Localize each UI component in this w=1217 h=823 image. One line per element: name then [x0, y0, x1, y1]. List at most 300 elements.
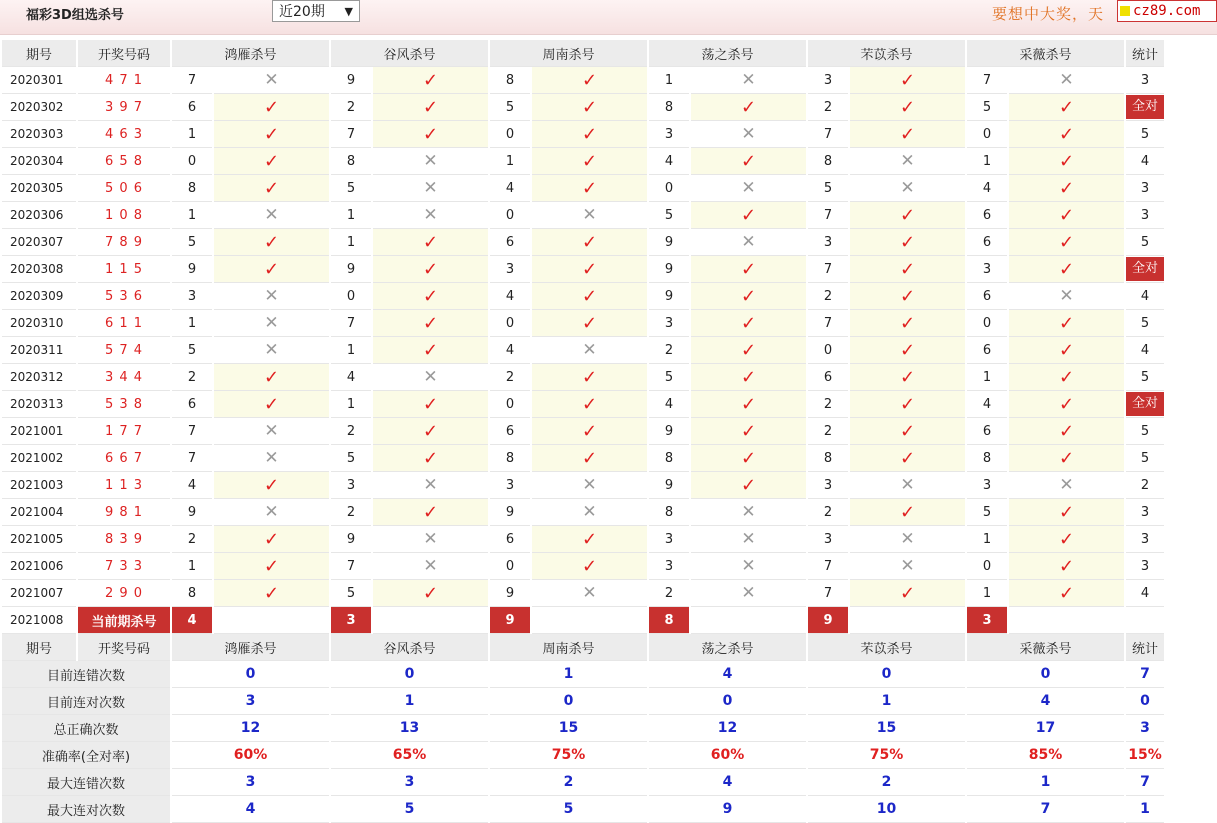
- result-cell: [850, 580, 965, 607]
- result-cell: [691, 364, 806, 391]
- check-icon: ✓: [1058, 555, 1075, 577]
- result-cell: [850, 148, 965, 175]
- result-cell: [850, 310, 965, 337]
- kill-number-cell: 8: [649, 94, 689, 121]
- result-cell: [850, 553, 965, 580]
- kill-number-cell: 0: [967, 553, 1007, 580]
- table-row: [2, 580, 1164, 607]
- result-cell: [214, 256, 329, 283]
- kill-number-cell: 4: [172, 472, 212, 499]
- check-icon: ✓: [899, 366, 916, 388]
- issue-cell: 2021007: [2, 580, 76, 607]
- header-stat: 统计: [1126, 40, 1164, 67]
- result-cell: [850, 391, 965, 418]
- summary-total: 7: [1126, 661, 1164, 688]
- check-icon: ✓: [581, 555, 598, 577]
- result-cell: [1009, 337, 1124, 364]
- cross-icon: ✕: [264, 502, 279, 522]
- table-header: [2, 40, 1164, 67]
- check-icon: ✓: [899, 69, 916, 91]
- result-cell: [373, 283, 488, 310]
- kill-number-cell: 4: [649, 148, 689, 175]
- summary-total: 7: [1126, 769, 1164, 796]
- kill-number-cell: 2: [649, 580, 689, 607]
- check-icon: ✓: [1058, 150, 1075, 172]
- result-cell: [532, 580, 647, 607]
- result-cell: [850, 526, 965, 553]
- kill-number-cell: 2: [331, 94, 371, 121]
- kill-number-cell: 1: [967, 526, 1007, 553]
- summary-row: [2, 688, 1164, 715]
- kill-number-cell: 3: [649, 121, 689, 148]
- result-cell: [850, 337, 965, 364]
- summary-row: [2, 742, 1164, 769]
- current-pick-1: 4: [172, 607, 212, 634]
- cross-icon: ✕: [264, 340, 279, 360]
- kill-number-cell: 3: [649, 310, 689, 337]
- header-expert-4: 荡之杀号: [649, 40, 806, 67]
- cross-icon: ✕: [423, 178, 438, 198]
- check-icon: ✓: [1058, 528, 1075, 550]
- kill-number-cell: 6: [808, 364, 848, 391]
- result-cell: [373, 364, 488, 391]
- kill-number-cell: 5: [808, 175, 848, 202]
- kill-number-cell: 7: [808, 580, 848, 607]
- stat-cell: 4: [1126, 337, 1164, 364]
- draw-cell: 5 3 8: [78, 391, 170, 418]
- kill-number-cell: 1: [172, 121, 212, 148]
- kill-number-cell: 5: [490, 94, 530, 121]
- draw-cell: 1 1 5: [78, 256, 170, 283]
- result-cell: [373, 580, 488, 607]
- kill-number-cell: 0: [967, 310, 1007, 337]
- kill-number-cell: 5: [649, 202, 689, 229]
- check-icon: ✓: [581, 258, 598, 280]
- stat-cell: 5: [1126, 418, 1164, 445]
- cross-icon: ✕: [741, 556, 756, 576]
- summary-row: [2, 796, 1164, 823]
- cross-icon: ✕: [1059, 475, 1074, 495]
- result-cell: [850, 175, 965, 202]
- result-cell: [850, 445, 965, 472]
- result-cell: [532, 67, 647, 94]
- stat-cell: 5: [1126, 229, 1164, 256]
- result-cell: [1009, 418, 1124, 445]
- result-cell: [373, 499, 488, 526]
- result-cell: [214, 229, 329, 256]
- summary-row: [2, 661, 1164, 688]
- result-cell: [850, 499, 965, 526]
- result-cell: [850, 202, 965, 229]
- result-cell: [1009, 202, 1124, 229]
- result-cell: [373, 256, 488, 283]
- cross-icon: ✕: [423, 367, 438, 387]
- cross-icon: ✕: [582, 502, 597, 522]
- issue-cell: 2020303: [2, 121, 76, 148]
- header-expert-6: 采薇杀号: [967, 634, 1124, 661]
- kill-number-cell: 0: [490, 391, 530, 418]
- result-cell: [532, 364, 647, 391]
- kill-number-cell: 1: [967, 148, 1007, 175]
- kill-number-cell: 0: [649, 175, 689, 202]
- result-cell: [532, 121, 647, 148]
- table-row: [2, 526, 1164, 553]
- draw-cell: 6 5 8: [78, 148, 170, 175]
- result-cell: [373, 229, 488, 256]
- kill-number-cell: 9: [331, 526, 371, 553]
- result-cell: [214, 310, 329, 337]
- site-logo[interactable]: [1117, 0, 1217, 22]
- table-row: [2, 472, 1164, 499]
- result-cell: [373, 175, 488, 202]
- check-icon: ✓: [740, 150, 757, 172]
- summary-value: 5: [331, 796, 488, 823]
- result-cell: [1009, 553, 1124, 580]
- result-cell: [532, 472, 647, 499]
- check-icon: ✓: [581, 420, 598, 442]
- result-cell: [691, 337, 806, 364]
- result-cell: [850, 229, 965, 256]
- check-icon: ✓: [1058, 231, 1075, 253]
- kill-number-cell: 3: [331, 472, 371, 499]
- table-row: [2, 121, 1164, 148]
- kill-number-cell: 3: [649, 553, 689, 580]
- issue-cell: 2021005: [2, 526, 76, 553]
- result-cell: [214, 364, 329, 391]
- kill-number-cell: 6: [490, 418, 530, 445]
- issue-cell: 2020306: [2, 202, 76, 229]
- check-icon: ✓: [263, 366, 280, 388]
- draw-cell: 8 3 9: [78, 526, 170, 553]
- draw-cell: 6 6 7: [78, 445, 170, 472]
- issue-cell: 2020301: [2, 67, 76, 94]
- result-cell: [1009, 391, 1124, 418]
- stat-cell: 4: [1126, 580, 1164, 607]
- check-icon: ✓: [740, 312, 757, 334]
- summary-label: 最大连对次数: [2, 796, 170, 823]
- draw-cell: 6 1 1: [78, 310, 170, 337]
- issue-cell: 2020312: [2, 364, 76, 391]
- summary-label: 总正确次数: [2, 715, 170, 742]
- cross-icon: ✕: [264, 421, 279, 441]
- issue-cell: 2020310: [2, 310, 76, 337]
- check-icon: ✓: [1058, 393, 1075, 415]
- check-icon: ✓: [422, 123, 439, 145]
- kill-number-cell: 3: [967, 256, 1007, 283]
- summary-value: 13: [331, 715, 488, 742]
- kill-number-cell: 2: [808, 418, 848, 445]
- check-icon: ✓: [422, 447, 439, 469]
- result-cell: [691, 445, 806, 472]
- kill-number-cell: 7: [172, 67, 212, 94]
- draw-cell: 5 7 4: [78, 337, 170, 364]
- check-icon: ✓: [1058, 258, 1075, 280]
- result-cell: [532, 526, 647, 553]
- cross-icon: ✕: [741, 583, 756, 603]
- kill-number-cell: 9: [172, 499, 212, 526]
- check-icon: ✓: [899, 501, 916, 523]
- draw-cell: 7 8 9: [78, 229, 170, 256]
- page-title: 福彩3D组选杀号: [26, 8, 124, 23]
- full-correct-badge: 全对: [1126, 392, 1164, 416]
- check-icon: ✓: [581, 285, 598, 307]
- current-pick-5: 9: [808, 607, 848, 634]
- cross-icon: ✕: [582, 340, 597, 360]
- result-cell: [373, 553, 488, 580]
- kill-number-cell: 7: [172, 418, 212, 445]
- kill-number-cell: 4: [331, 364, 371, 391]
- history-rows: [2, 67, 1164, 607]
- check-icon: ✓: [422, 420, 439, 442]
- cross-icon: ✕: [264, 313, 279, 333]
- kill-number-cell: 5: [967, 499, 1007, 526]
- kill-number-cell: 9: [490, 580, 530, 607]
- check-icon: ✓: [422, 69, 439, 91]
- current-blank: [691, 607, 806, 634]
- table-row: [2, 310, 1164, 337]
- kill-number-cell: 0: [490, 121, 530, 148]
- summary-value: 1: [808, 688, 965, 715]
- result-cell: [691, 418, 806, 445]
- cross-icon: ✕: [264, 448, 279, 468]
- result-cell: [532, 337, 647, 364]
- summary-value: 12: [172, 715, 329, 742]
- check-icon: ✓: [1058, 312, 1075, 334]
- kill-number-cell: 3: [649, 526, 689, 553]
- check-icon: ✓: [422, 96, 439, 118]
- result-cell: [1009, 148, 1124, 175]
- check-icon: ✓: [740, 474, 757, 496]
- summary-value: 17: [967, 715, 1124, 742]
- kill-number-cell: 0: [490, 553, 530, 580]
- summary-total: 1: [1126, 796, 1164, 823]
- kill-number-cell: 5: [331, 445, 371, 472]
- cross-icon: ✕: [264, 205, 279, 225]
- summary-row: [2, 715, 1164, 742]
- result-cell: [691, 202, 806, 229]
- summary-value: 3: [172, 688, 329, 715]
- check-icon: ✓: [1058, 582, 1075, 604]
- header-expert-4: 荡之杀号: [649, 634, 806, 661]
- check-icon: ✓: [1058, 177, 1075, 199]
- result-cell: [850, 121, 965, 148]
- stat-cell: 3: [1126, 175, 1164, 202]
- result-cell: [532, 202, 647, 229]
- kill-number-cell: 5: [649, 364, 689, 391]
- kill-number-cell: 8: [331, 148, 371, 175]
- check-icon: ✓: [899, 393, 916, 415]
- kill-number-cell: 5: [331, 580, 371, 607]
- stat-cell: [1126, 256, 1164, 283]
- kill-number-cell: 1: [967, 580, 1007, 607]
- check-icon: ✓: [1058, 420, 1075, 442]
- check-icon: ✓: [899, 339, 916, 361]
- summary-value: 4: [649, 769, 806, 796]
- issue-cell: 2020307: [2, 229, 76, 256]
- header-issue: 期号: [2, 40, 76, 67]
- check-icon: ✓: [263, 582, 280, 604]
- result-cell: [373, 337, 488, 364]
- result-cell: [373, 391, 488, 418]
- check-icon: ✓: [1058, 339, 1075, 361]
- check-icon: ✓: [422, 312, 439, 334]
- cross-icon: ✕: [423, 529, 438, 549]
- kill-number-cell: 4: [967, 175, 1007, 202]
- cross-icon: ✕: [264, 70, 279, 90]
- draw-cell: 1 0 8: [78, 202, 170, 229]
- check-icon: ✓: [899, 447, 916, 469]
- draw-cell: 1 1 3: [78, 472, 170, 499]
- result-cell: [373, 148, 488, 175]
- kill-number-cell: 5: [967, 94, 1007, 121]
- cross-icon: ✕: [900, 475, 915, 495]
- stat-cell: 3: [1126, 67, 1164, 94]
- check-icon: ✓: [581, 177, 598, 199]
- kill-number-cell: 1: [649, 67, 689, 94]
- kill-number-cell: 7: [172, 445, 212, 472]
- kill-number-cell: 2: [331, 499, 371, 526]
- kill-number-cell: 4: [649, 391, 689, 418]
- summary-value: 2: [808, 769, 965, 796]
- check-icon: ✓: [740, 258, 757, 280]
- kill-number-cell: 1: [490, 148, 530, 175]
- result-cell: [1009, 256, 1124, 283]
- stat-cell: 2: [1126, 472, 1164, 499]
- check-icon: ✓: [899, 285, 916, 307]
- result-cell: [214, 94, 329, 121]
- result-cell: [850, 256, 965, 283]
- top-bar: [0, 0, 1217, 35]
- result-cell: [1009, 526, 1124, 553]
- result-cell: [373, 472, 488, 499]
- check-icon: ✓: [899, 258, 916, 280]
- kill-number-cell: 3: [490, 472, 530, 499]
- kill-number-cell: 6: [967, 229, 1007, 256]
- kill-number-cell: 8: [490, 67, 530, 94]
- stat-cell: 4: [1126, 283, 1164, 310]
- current-blank: [1126, 607, 1164, 634]
- kill-number-cell: 1: [172, 553, 212, 580]
- kill-number-cell: 7: [808, 310, 848, 337]
- check-icon: ✓: [740, 339, 757, 361]
- cross-icon: ✕: [1059, 286, 1074, 306]
- summary-value: 1: [331, 688, 488, 715]
- result-cell: [373, 418, 488, 445]
- table-row: [2, 229, 1164, 256]
- check-icon: ✓: [740, 393, 757, 415]
- check-icon: ✓: [899, 123, 916, 145]
- current-row: [2, 607, 1164, 634]
- kill-number-cell: 9: [649, 283, 689, 310]
- check-icon: ✓: [899, 582, 916, 604]
- kill-number-cell: 5: [172, 229, 212, 256]
- check-icon: ✓: [263, 231, 280, 253]
- summary-value: 2: [490, 769, 647, 796]
- summary-label: 最大连错次数: [2, 769, 170, 796]
- result-cell: [850, 472, 965, 499]
- check-icon: ✓: [1058, 501, 1075, 523]
- summary-value: 0: [490, 688, 647, 715]
- summary-value: 5: [490, 796, 647, 823]
- issue-cell: 2020305: [2, 175, 76, 202]
- header-expert-6: 采薇杀号: [967, 40, 1124, 67]
- check-icon: ✓: [740, 366, 757, 388]
- summary-stats: [2, 661, 1164, 823]
- kill-number-cell: 6: [967, 337, 1007, 364]
- result-cell: [214, 175, 329, 202]
- kill-number-cell: 7: [808, 202, 848, 229]
- cross-icon: ✕: [741, 232, 756, 252]
- check-icon: ✓: [581, 123, 598, 145]
- result-cell: [532, 553, 647, 580]
- check-icon: ✓: [740, 204, 757, 226]
- check-icon: ✓: [899, 204, 916, 226]
- result-cell: [373, 445, 488, 472]
- result-cell: [214, 121, 329, 148]
- period-select[interactable]: [272, 0, 360, 22]
- kill-number-cell: 7: [808, 121, 848, 148]
- kill-number-cell: 7: [331, 553, 371, 580]
- check-icon: ✓: [263, 528, 280, 550]
- result-cell: [691, 526, 806, 553]
- result-cell: [214, 418, 329, 445]
- summary-value: 4: [172, 796, 329, 823]
- check-icon: ✓: [263, 258, 280, 280]
- kill-number-cell: 5: [331, 175, 371, 202]
- draw-cell: 3 4 4: [78, 364, 170, 391]
- kill-number-cell: 9: [649, 418, 689, 445]
- table-header-repeat: [2, 634, 1164, 661]
- cross-icon: ✕: [900, 556, 915, 576]
- check-icon: ✓: [581, 312, 598, 334]
- check-icon: ✓: [581, 69, 598, 91]
- summary-value: 3: [172, 769, 329, 796]
- kill-number-cell: 9: [172, 256, 212, 283]
- table-row: [2, 499, 1164, 526]
- check-icon: ✓: [581, 150, 598, 172]
- result-cell: [214, 526, 329, 553]
- full-correct-badge: 全对: [1126, 257, 1164, 281]
- current-issue: 2021008: [2, 607, 76, 634]
- summary-value: 1: [967, 769, 1124, 796]
- kill-number-cell: 4: [490, 175, 530, 202]
- check-icon: ✓: [581, 96, 598, 118]
- stat-cell: 5: [1126, 445, 1164, 472]
- summary-value: 4: [649, 661, 806, 688]
- header-expert-3: 周南杀号: [490, 634, 647, 661]
- issue-cell: 2021006: [2, 553, 76, 580]
- result-cell: [214, 67, 329, 94]
- summary-value: 0: [331, 661, 488, 688]
- check-icon: ✓: [1058, 204, 1075, 226]
- kill-number-cell: 0: [490, 310, 530, 337]
- kill-number-cell: 3: [808, 229, 848, 256]
- result-cell: [532, 148, 647, 175]
- kill-number-cell: 8: [967, 445, 1007, 472]
- summary-label: 目前连对次数: [2, 688, 170, 715]
- check-icon: ✓: [1058, 96, 1075, 118]
- check-icon: ✓: [263, 393, 280, 415]
- kill-number-cell: 0: [490, 202, 530, 229]
- check-icon: ✓: [422, 501, 439, 523]
- result-cell: [373, 202, 488, 229]
- draw-cell: 4 6 3: [78, 121, 170, 148]
- summary-value: 7: [967, 796, 1124, 823]
- kill-number-cell: 2: [649, 337, 689, 364]
- check-icon: ✓: [899, 312, 916, 334]
- result-cell: [373, 121, 488, 148]
- header-expert-1: 鸿雁杀号: [172, 40, 329, 67]
